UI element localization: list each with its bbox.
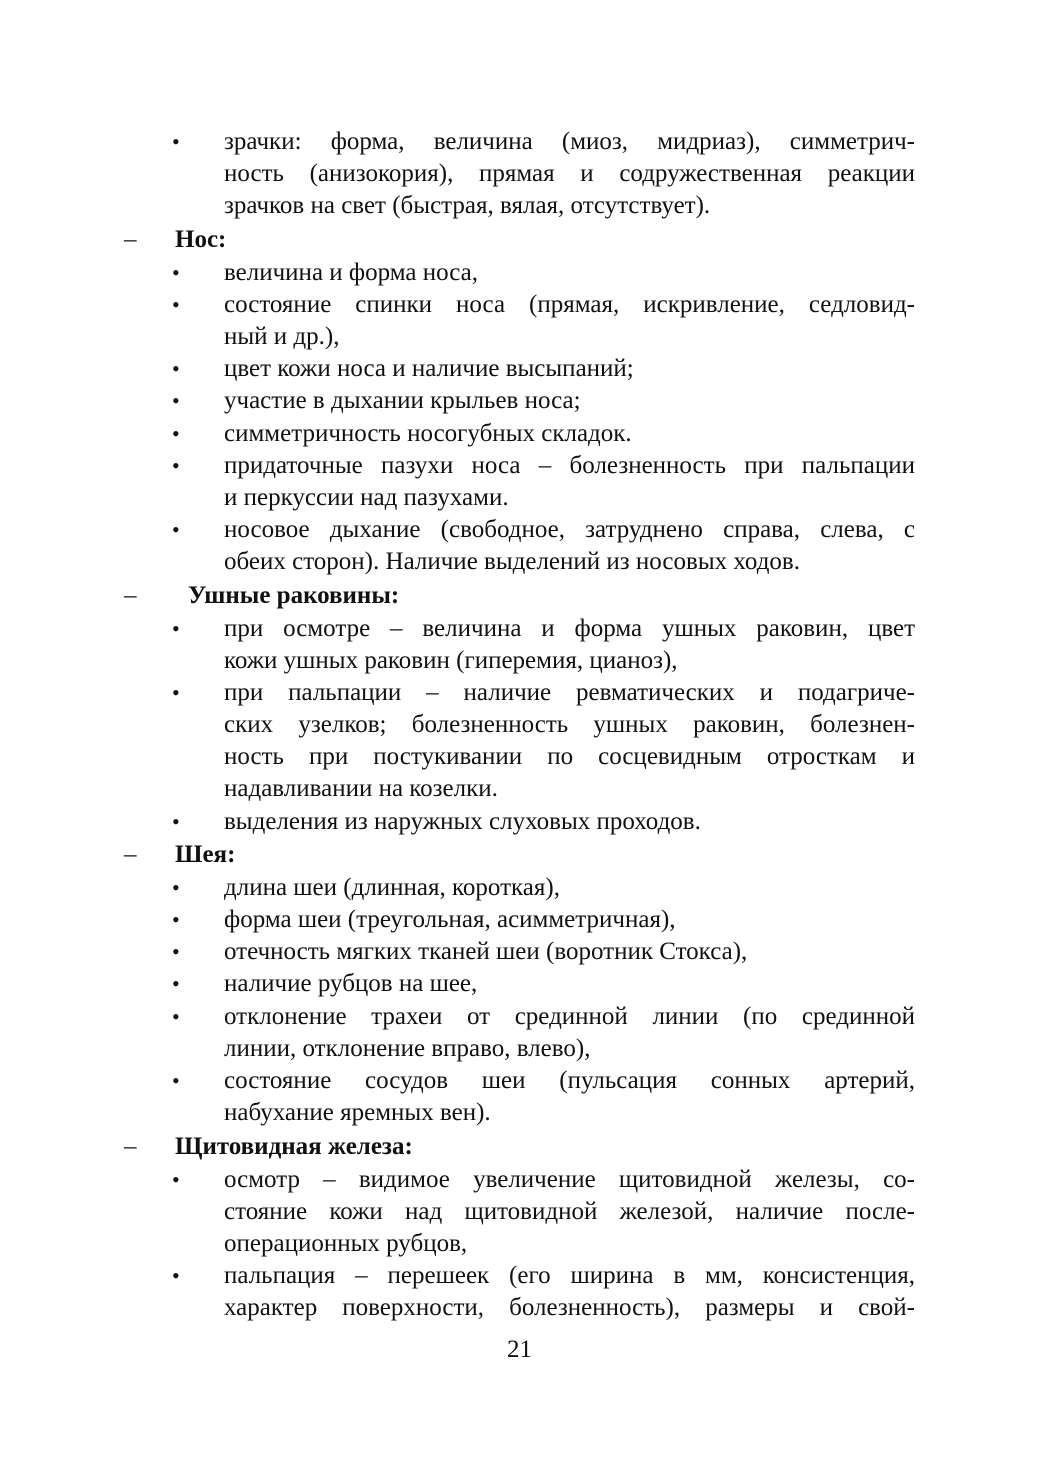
bullet-marker: •	[172, 517, 180, 542]
text-line: надавливании на козелки.	[224, 775, 498, 802]
text-line: набухание яремных вен).	[224, 1099, 491, 1126]
text-line: стояние кожи над щитовидной железой, наличие после-	[224, 1198, 915, 1225]
text-line: ный и др.),	[224, 323, 340, 350]
page-number: 21	[507, 1336, 532, 1363]
text-line: симметричность носогубных складок.	[224, 420, 632, 447]
bullet-marker: •	[172, 875, 180, 900]
text-line: выделения из наружных слуховых проходов.	[224, 808, 701, 835]
text-line: характер поверхности, болезненность), размеры и свой-	[224, 1294, 915, 1321]
bullet-marker: •	[172, 680, 180, 705]
bullet-marker: •	[172, 260, 180, 285]
section-heading-nose: Нос:	[175, 226, 227, 253]
dash-marker: –	[124, 841, 137, 868]
bullet-marker: •	[172, 1167, 180, 1192]
text-line: состояние спинки носа (прямая, искривление, седловид-	[224, 291, 915, 318]
text-line: отечность мягких тканей шеи (воротник Стокса),	[224, 938, 748, 965]
bullet-marker: •	[172, 616, 180, 641]
bullet-marker: •	[172, 809, 180, 834]
bullet-marker: •	[172, 907, 180, 932]
bullet-marker: •	[172, 421, 180, 446]
text-line: ность (анизокория), прямая и содружественная реакции	[224, 160, 915, 187]
section-heading-neck: Шея:	[175, 841, 236, 868]
text-line: зрачков на свет (быстрая, вялая, отсутствует).	[224, 192, 711, 219]
text-line: участие в дыхании крыльев носа;	[224, 387, 581, 414]
bullet-marker: •	[172, 356, 180, 381]
dash-marker: –	[124, 1133, 137, 1160]
text-line: операционных рубцов,	[224, 1230, 468, 1257]
bullet-marker: •	[172, 292, 180, 317]
text-line: цвет кожи носа и наличие высыпаний;	[224, 355, 634, 382]
text-line: придаточные пазухи носа – болезненность при пальпации	[224, 452, 915, 479]
text-line: при осмотре – величина и форма ушных раковин, цвет	[224, 615, 915, 642]
bullet-marker: •	[172, 453, 180, 478]
text-line: пальпация – перешеек (его ширина в мм, консистенция,	[224, 1262, 915, 1289]
text-line: состояние сосудов шеи (пульсация сонных артерий,	[224, 1067, 915, 1094]
text-line: длина шеи (длинная, короткая),	[224, 874, 560, 901]
text-line: линии, отклонение вправо, влево),	[224, 1035, 591, 1062]
bullet-marker: •	[172, 1263, 180, 1288]
text-line: зрачки: форма, величина (миоз, мидриаз), симметрич-	[224, 128, 915, 155]
text-line: кожи ушных раковин (гиперемия, цианоз),	[224, 647, 678, 674]
bullet-marker: •	[172, 129, 180, 154]
section-heading-thyroid: Щитовидная железа:	[175, 1133, 413, 1160]
bullet-marker: •	[172, 939, 180, 964]
text-line: осмотр – видимое увеличение щитовидной железы, со-	[224, 1166, 915, 1193]
text-line: обеих сторон). Наличие выделений из носовых ходов.	[224, 548, 800, 575]
bullet-marker: •	[172, 388, 180, 413]
text-line: ских узелков; болезненность ушных раковин, болезнен-	[224, 711, 915, 738]
text-line: при пальпации – наличие ревматических и подагриче-	[224, 679, 915, 706]
text-line: наличие рубцов на шее,	[224, 970, 478, 997]
text-line: носовое дыхание (свободное, затруднено справа, слева, с	[224, 516, 915, 543]
text-line: и перкуссии над пазухами.	[224, 484, 509, 511]
dash-marker: –	[124, 582, 137, 609]
bullet-marker: •	[172, 1068, 180, 1093]
bullet-marker: •	[172, 971, 180, 996]
text-line: форма шеи (треугольная, асимметричная),	[224, 906, 676, 933]
dash-marker: –	[124, 226, 137, 253]
text-line: отклонение трахеи от срединной линии (по срединной	[224, 1003, 915, 1030]
text-line: ность при постукивании по сосцевидным отросткам и	[224, 743, 915, 770]
text-line: величина и форма носа,	[224, 259, 478, 286]
bullet-marker: •	[172, 1004, 180, 1029]
section-heading-ears: Ушные раковины:	[188, 582, 400, 609]
